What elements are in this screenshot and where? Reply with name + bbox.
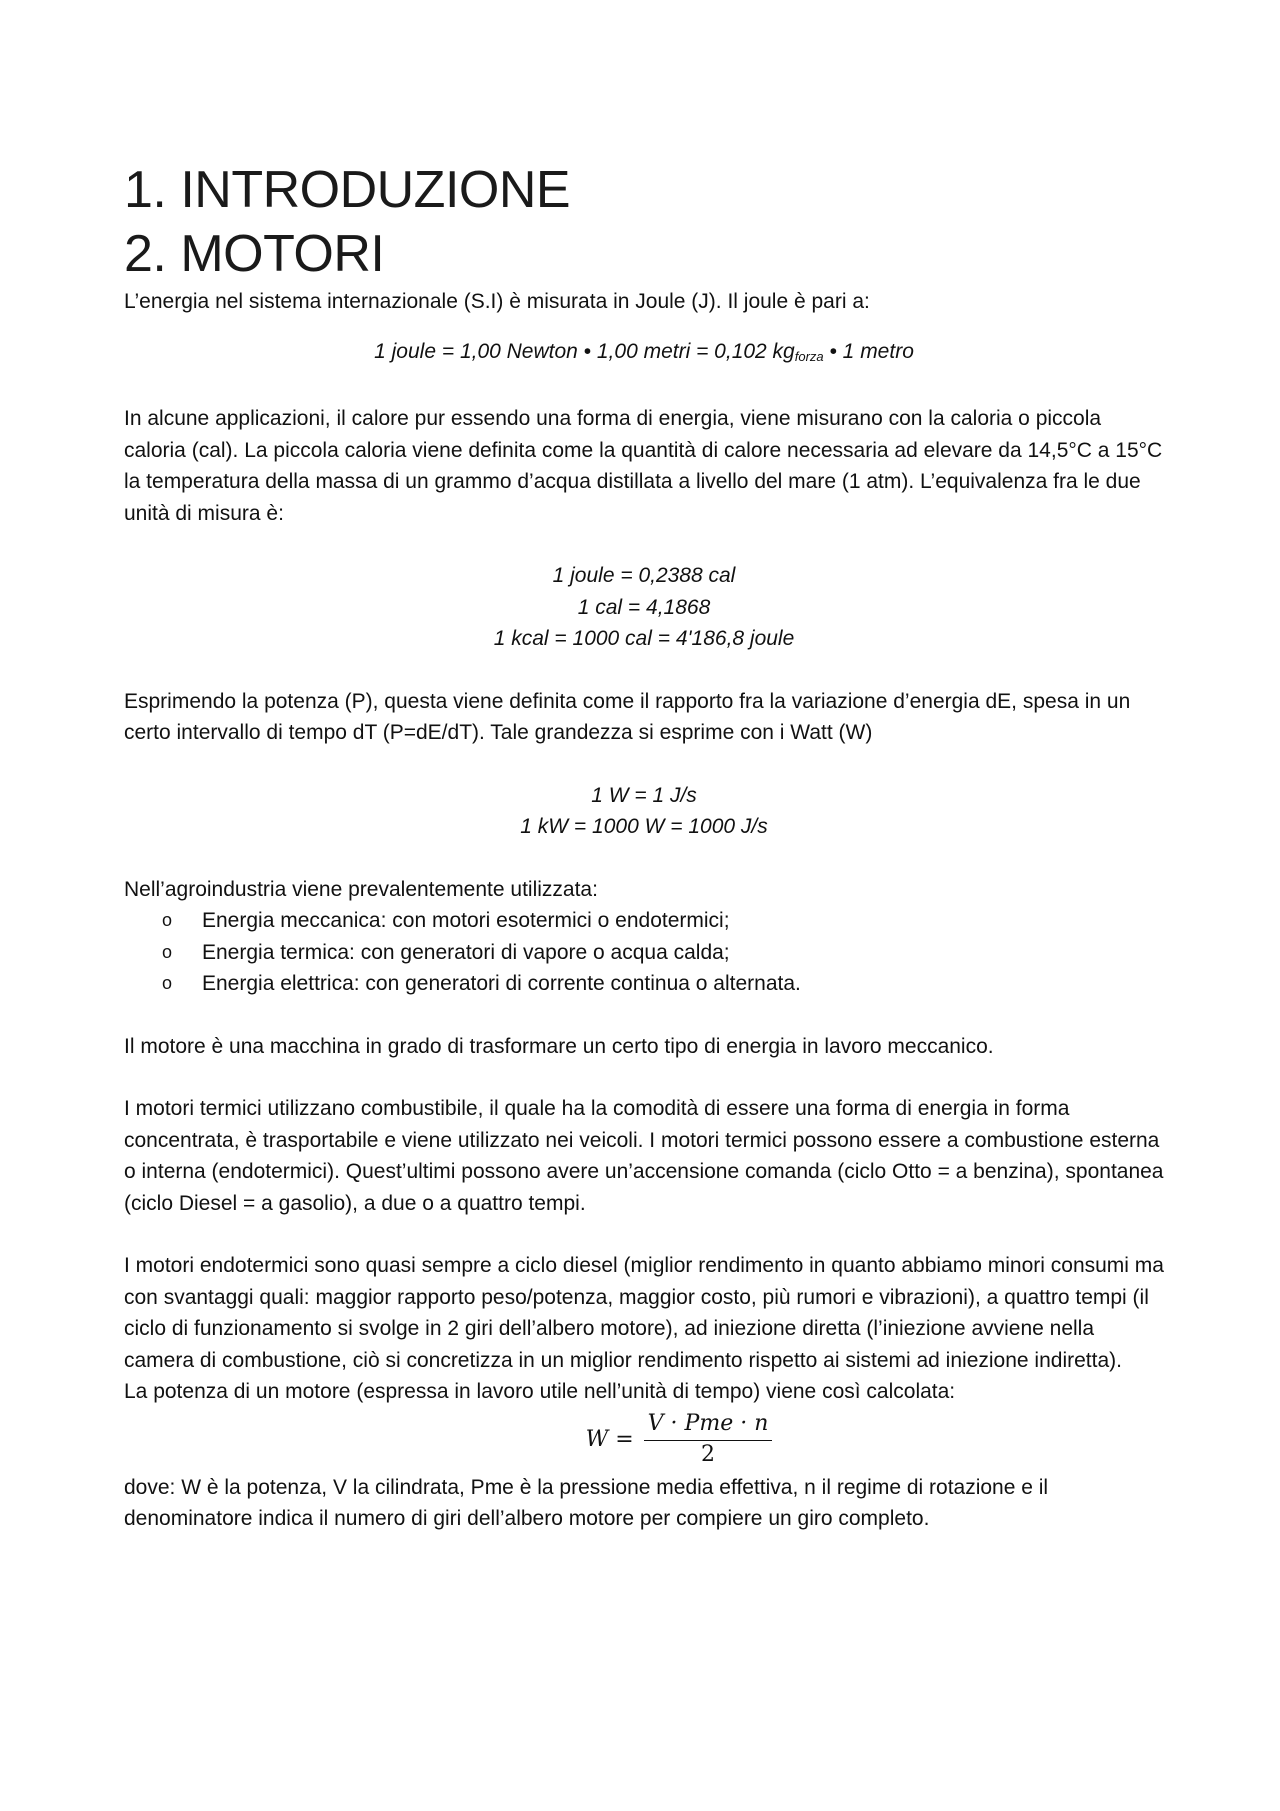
equation-watt-2: 1 kW = 1000 W = 1000 J/s — [520, 815, 768, 838]
equation-joule-main: 1 joule = 1,00 Newton • 1,00 metri = 0,102 kg — [374, 339, 795, 363]
formula-lhs: W = — [585, 1427, 634, 1452]
heading-motori: 2. MOTORI — [124, 225, 385, 283]
equation-joule-subscript: forza — [794, 348, 824, 364]
equation-cal-3: 1 kcal = 1000 cal = 4'186,8 joule — [493, 627, 795, 650]
list-item — [124, 905, 1164, 937]
list-item — [124, 968, 1164, 1000]
list-item-text: Energia meccanica: con motori esotermici o endotermici; — [202, 909, 730, 932]
bullet-circle-icon: o — [162, 941, 173, 962]
bullet-circle-icon: o — [162, 973, 173, 993]
paragraph-legenda: dove: W è la potenza, V la cilindrata, Pme è la pressione media effettiva, n il regime di rotazione e il denominatore indica il numero di giri dell’albero motore per compiere un giro completo. — [124, 1475, 1049, 1530]
formula-numerator: V · Pme · n — [644, 1410, 773, 1441]
paragraph-potenza: Esprimendo la potenza (P), questa viene definita come il rapporto fra la variazione d’energia dE, spesa in un certo intervallo di tempo dT (P=dE/dT). Tale grandezza si esprime con i Watt (W) — [124, 689, 1131, 744]
equation-watt-1: 1 W = 1 J/s — [591, 783, 697, 807]
power-formula — [194, 1408, 1164, 1472]
equation-joule-tail: • 1 metro — [823, 339, 914, 363]
document-page — [124, 158, 1164, 1535]
paragraph-agroindustria: Nell’agroindustria viene prevalentemente utilizzata: — [124, 877, 598, 901]
energy-list — [124, 905, 1164, 1000]
heading-introduzione: 1. INTRODUZIONE — [124, 161, 571, 219]
equation-cal-2: 1 cal = 4,1868 — [577, 595, 711, 619]
paragraph-motori-endotermici: I motori endotermici sono quasi sempre a ciclo diesel (miglior rendimento in quanto abbiamo minori consumi ma con svantaggi quali: maggior rapporto peso/potenza, maggior costo, più rumori e vibrazioni), a quattro tempi (il ciclo di funzionamento si svolge in 2 giri dell’albero motore), ad iniezione diretta (l’iniezione avviene nella camera di combustione, ciò si concretizza in un miglior rendimento rispetto ai sistemi ad iniezione indiretta). — [124, 1254, 1164, 1372]
paragraph-energia-si: L’energia nel sistema internazionale (S.I) è misurata in Joule (J). Il joule è pari a: — [124, 290, 870, 313]
equation-cal-1: 1 joule = 0,2388 cal — [552, 564, 736, 587]
formula-fraction — [644, 1410, 773, 1469]
list-item-text: Energia termica: con generatori di vapore o acqua calda; — [202, 940, 730, 964]
equation-joule — [124, 336, 1164, 373]
paragraph-motore-definizione: Il motore è una macchina in grado di trasformare un certo tipo di energia in lavoro meccanico. — [124, 1034, 994, 1058]
formula-denominator: 2 — [701, 1442, 716, 1467]
paragraph-potenza-motore: La potenza di un motore (espressa in lavoro utile nell’unità di tempo) viene così calcolata: — [124, 1380, 956, 1403]
paragraph-caloria: In alcune applicazioni, il calore pur essendo una forma di energia, viene misurano con la caloria o piccola caloria (cal). La piccola caloria viene definita come la quantità di calore necessaria ad elevare da 14,5°C a 15°C la temperatura della massa di un grammo d’acqua distillata a livello del mare (1 atm). L’equivalenza fra le due unità di misura è: — [124, 407, 1163, 525]
list-item-text: Energia elettrica: con generatori di corrente continua o alternata. — [202, 972, 801, 995]
bullet-circle-icon: o — [162, 910, 173, 930]
list-item — [124, 937, 1164, 969]
paragraph-motori-termici: I motori termici utilizzano combustibile, il quale ha la comodità di essere una forma di energia in forma concentrata, è trasportabile e viene utilizzato nei veicoli. I motori termici possono essere a combustione esterna o interna (endotermici). Quest’ultimi possono avere un’accensione comanda (ciclo Otto = a benzina), spontanea (ciclo Diesel = a gasolio), a due o a quattro tempi. — [124, 1097, 1164, 1215]
